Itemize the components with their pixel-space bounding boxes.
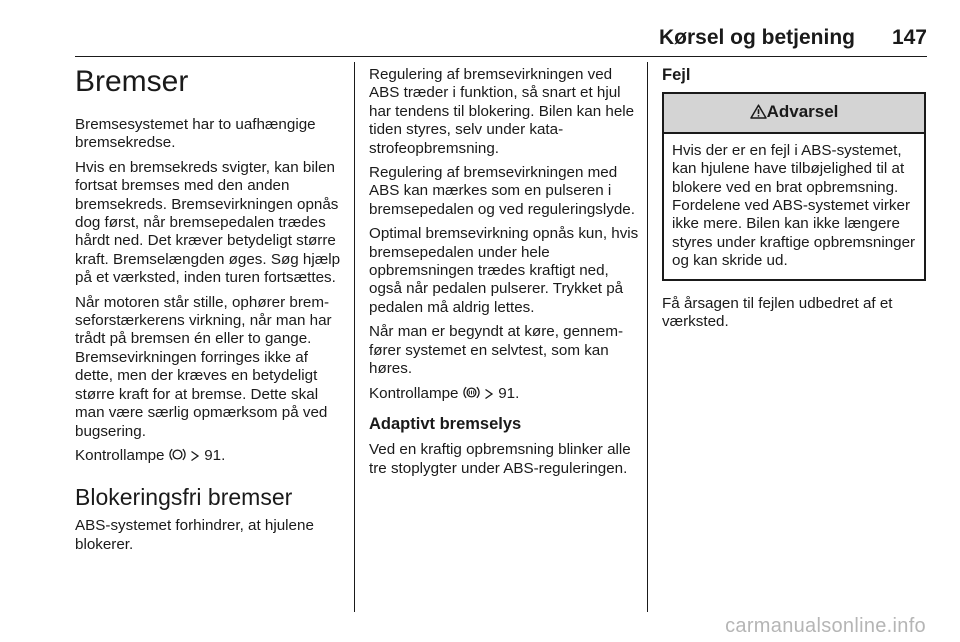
section-heading-fejl: Fejl <box>662 66 691 84</box>
reference-label: Kontrollampe <box>369 384 459 402</box>
column-divider-2 <box>647 62 648 612</box>
paragraph: Hvis en bremsekreds svigter, kan bilen fortsat bremses med den anden bremsekreds. Bremsevirkningen opnås dog først, når bremsepedalen trædes hårdt ned. Det kræver betydeligt større kraft. Bremselængden øges. Søg hjælp på et værksted, inden turen fortsættes. <box>75 158 341 287</box>
paragraph: Optimal bremsevirkning opnås kun, hvis bremsepedalen under hele opbremsningen trædes kraftigt ned, også når pedalen pulserer. Trykket på pedalen må aldrig lettes. <box>369 225 639 316</box>
paragraph: ABS-systemet forhindrer, at hjulene blokerer. <box>75 517 314 553</box>
section-heading-abs: Blokeringsfri bremser <box>75 484 293 511</box>
page-reference-arrow-icon <box>484 387 494 405</box>
column-1 <box>75 62 350 560</box>
subheading-adaptive-brake-light: Adaptivt bremselys <box>369 414 522 433</box>
paragraph: Når motoren står stille, ophører bremseforstærkerens virkning, når man har trådt på bremsen én eller to gange. Bremsevirkningen forringes ikke af dette, men der kræves en betydeligt større kraft for at bremse. Dette skal man være særlig opmærksom på ved bugsering. <box>75 293 332 440</box>
paragraph: Regulering af bremsevirkningen ved ABS træder i funktion, så snart et hjul har tendens til blokering. Bilen kan hele tiden styres, selv under katastrofeopbremsning. <box>369 66 635 157</box>
column-2 <box>369 66 639 484</box>
page-reference-arrow-icon <box>190 449 200 467</box>
paragraph: Ved en kraftig opbremsning blinker alle tre stoplygter under ABS-reguleringen. <box>369 441 631 477</box>
warning-text: Hvis der er en fejl i ABS-systemet, kan hjulene have tilbøjelighed til at blokere ved en brat opbremsning. Fordelene ved ABS-systemet virker ikke mere. Bilen kan ikke længere styres under kraftige opbremsninger og kan skride ud. <box>672 141 916 270</box>
page-header <box>75 26 927 56</box>
paragraph: Regulering af bremsevirkningen med ABS kan mærkes som en pulseren i bremsepedalen og ved reguleringslyde. <box>369 164 635 218</box>
brake-warning-lamp-icon <box>169 447 186 467</box>
paragraph: Bremsesystemet har to uafhængige bremsekredse. <box>75 116 316 152</box>
column-divider-1 <box>354 62 355 612</box>
paragraph: Når man er begyndt at køre, gennemfører systemet en selvtest, som kan høres. <box>369 323 624 378</box>
paragraph: Få årsagen til fejlen udbedret af et værksted. <box>662 294 893 331</box>
warning-box <box>662 92 926 280</box>
page-number: 147 <box>891 26 927 49</box>
chapter-title: Kørsel og betjening <box>658 26 855 49</box>
abs-lamp-reference <box>369 385 639 405</box>
watermark: carmanualsonline.info <box>725 615 926 637</box>
header-rule <box>75 56 927 57</box>
abs-warning-lamp-icon <box>463 385 480 405</box>
reference-label: Kontrollampe <box>75 446 165 464</box>
section-heading-bremser: Bremser <box>75 65 189 98</box>
warning-title: Advarsel <box>766 102 839 122</box>
warning-triangle-icon <box>750 104 767 123</box>
reference-page: 91. <box>204 446 226 464</box>
column-3 <box>662 66 926 337</box>
reference-page: 91. <box>498 384 520 402</box>
warning-lamp-reference <box>75 447 350 467</box>
warning-header <box>664 94 924 133</box>
